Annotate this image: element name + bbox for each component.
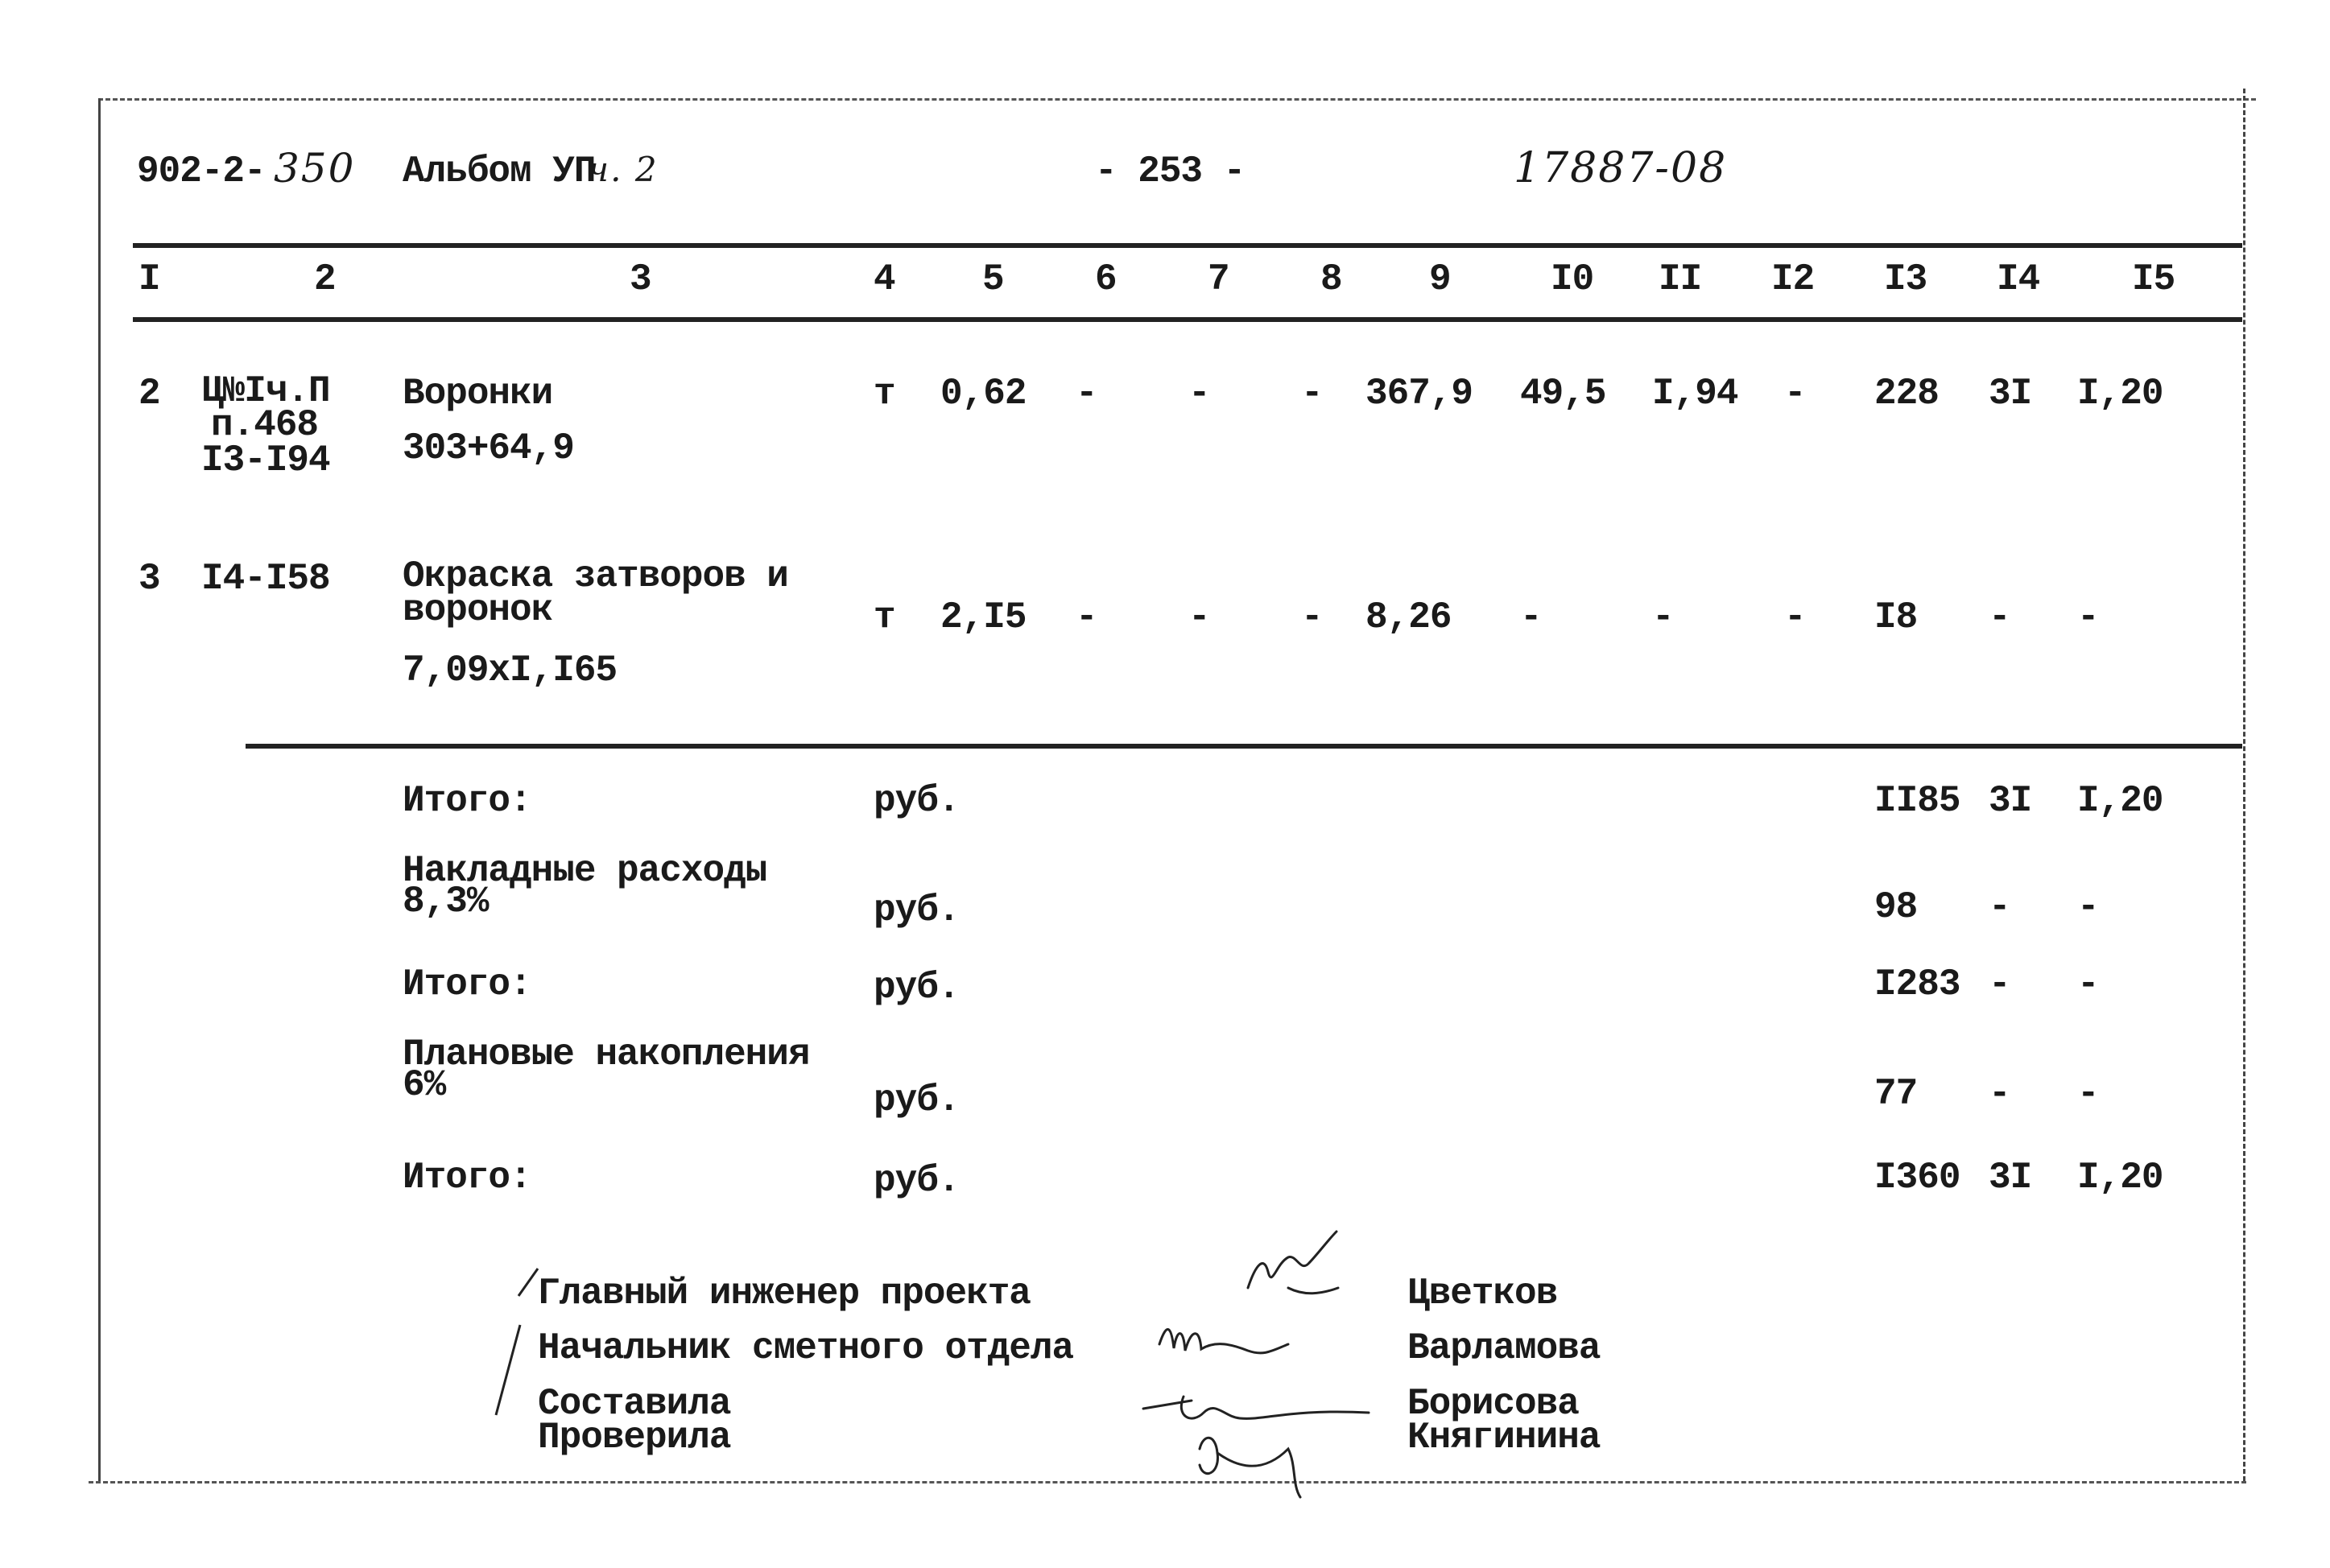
col-num: 2 [314,258,336,300]
row-c15: - [2077,596,2099,638]
row-formula: 7,09хI,I65 [403,650,618,691]
signature-name: Варламова [1407,1327,1601,1369]
col-num: 5 [982,258,1004,300]
row-reference: I3-I94 [201,439,330,481]
signature-role: Проверила [538,1417,731,1459]
col-num: 9 [1429,258,1451,300]
total-c13: I283 [1874,963,1960,1005]
col-num: II [1659,258,1702,300]
total-c15: I,20 [2077,780,2163,822]
row-unit: т [874,596,895,638]
row-c7: - [1188,596,1210,638]
row-c10: 49,5 [1520,373,1606,415]
col-num: 6 [1095,258,1117,300]
col-num: I4 [1997,258,2040,300]
total-c14: 3I [1989,1157,2032,1199]
page-number: - 253 - [1095,151,1246,192]
total-c15: - [2077,886,2099,928]
total-c13: 77 [1874,1073,1918,1115]
signature-role: Начальник сметного отдела [538,1327,1074,1369]
total-c14: - [1989,886,2010,928]
total-label: 8,3% [403,881,489,922]
header-rule-bottom [133,317,2242,322]
row-c6: - [1076,596,1097,638]
total-c13: II85 [1874,780,1960,822]
col-num: I0 [1551,258,1594,300]
row-c6: - [1076,373,1097,415]
total-label: 6% [403,1064,446,1106]
total-c13: I360 [1874,1157,1960,1199]
document-number: 17887-08 [1514,144,1728,192]
header-rule-top [133,243,2242,248]
frame-top-border [98,98,2256,101]
col-num: I [138,258,160,300]
row-c13: 228 [1874,373,1939,415]
row-number: 3 [138,558,160,600]
total-c15: I,20 [2077,1157,2163,1199]
total-unit: руб. [874,1079,960,1121]
row-formula: 303+64,9 [403,427,574,469]
total-c15: - [2077,1073,2099,1115]
row-c13: I8 [1874,596,1918,638]
row-name: воронок [403,589,553,631]
total-label: Накладные расходы [403,850,767,892]
row-reference: I4-I58 [201,558,330,600]
row-c11: I,94 [1652,373,1738,415]
row-name: Окраска затворов и [403,555,788,597]
row-number: 2 [138,373,160,415]
total-c13: 98 [1874,886,1918,928]
total-c15: - [2077,963,2099,1005]
total-c14: - [1989,963,2010,1005]
row-c12: - [1784,596,1806,638]
total-label: Итого: [403,1157,531,1199]
row-unit: т [874,373,895,415]
col-num: 7 [1208,258,1229,300]
total-unit: руб. [874,889,960,931]
album-title: Альбом УП [403,151,596,192]
row-name: Воронки [403,373,553,415]
row-c9: 367,9 [1365,373,1473,415]
row-c7: - [1188,373,1210,415]
row-c14: - [1989,596,2010,638]
row-c8: - [1301,596,1323,638]
total-label: Плановые накопления [403,1034,810,1075]
tick-mark [493,1320,525,1425]
total-unit: руб. [874,780,960,822]
total-c14: 3I [1989,780,2032,822]
row-qty: 0,62 [940,373,1027,415]
signature-role: Составила [538,1383,731,1425]
project-code: 902-2- [137,151,266,192]
signature-name: Княгинина [1407,1417,1601,1459]
row-c11: - [1652,596,1674,638]
signature-role: Главный инженер проекта [538,1273,1031,1314]
col-num: I3 [1884,258,1927,300]
row-reference: Ц№Iч.П [201,370,330,412]
total-c14: - [1989,1073,2010,1115]
project-code-handwritten: 350 [274,145,356,192]
row-c10: - [1520,596,1542,638]
handwritten-signatures [1127,1207,1401,1505]
total-unit: руб. [874,1160,960,1202]
row-c15: I,20 [2077,373,2163,415]
row-reference: п.468 [211,404,319,446]
row-c8: - [1301,373,1323,415]
totals-rule [246,744,2242,749]
col-num: I2 [1771,258,1815,300]
total-label: Итого: [403,963,531,1005]
album-part-handwritten: ч. 2 [588,150,659,189]
row-qty: 2,I5 [940,596,1027,638]
signature-name: Борисова [1407,1383,1579,1425]
col-num: I5 [2132,258,2175,300]
col-num: 4 [874,258,895,300]
frame-left-border [98,98,101,1481]
col-num: 8 [1320,258,1342,300]
signature-name: Цветков [1407,1273,1558,1314]
total-unit: руб. [874,967,960,1009]
row-c12: - [1784,373,1806,415]
row-c14: 3I [1989,373,2032,415]
frame-right-border [2243,89,2245,1481]
col-num: 3 [630,258,651,300]
row-c9: 8,26 [1365,596,1452,638]
total-label: Итого: [403,780,531,822]
